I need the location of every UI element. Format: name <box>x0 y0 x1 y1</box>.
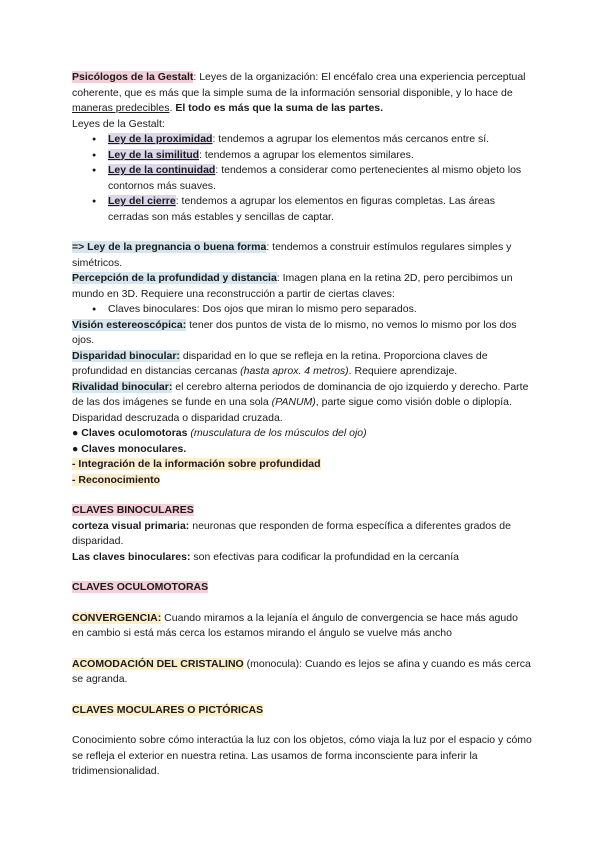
corteza-title: corteza visual primaria: <box>72 519 190 532</box>
law-item <box>108 132 532 148</box>
moculares-text: Conocimiento sobre cómo interactúa la luz con los objetos, cómo viaja la luz por el espacio y cómo se refleja el exterior en nuestra retina. Las usamos de forma inconsciente para inferir la tridimensionalidad. <box>72 734 532 777</box>
binoculares-heading: CLAVES BINOCULARES <box>72 504 194 516</box>
oculomotoras-heading-row <box>72 580 532 596</box>
pregnancia-text: : tendemos a construir estímulos regulares simples y simétricos. <box>72 241 512 269</box>
claves-binoculares-title: Las claves binoculares: <box>72 550 191 563</box>
law-name: Ley del cierre <box>108 195 176 207</box>
profundidad-text: : Imagen plana en la retina 2D, pero percibimos un mundo en 3D. Requiere una reconstrucción a partir de ciertas claves: <box>72 272 513 300</box>
disparidad-paragraph <box>72 349 532 380</box>
gestalt-intro-2: . <box>169 102 176 114</box>
claves-item-4: - Reconocimiento <box>72 473 161 486</box>
rivalidad-text-2: , parte sigue como visión doble o diplopía. Disparidad descruzada o disparidad cruzada. <box>72 396 512 424</box>
binoculares-heading-row <box>72 503 532 519</box>
claves-oculomotoras-label: ● Claves oculomotoras <box>72 427 188 439</box>
claves-item-3-row <box>72 457 532 473</box>
law-name: Ley de la similitud <box>108 148 200 161</box>
document-page <box>72 70 532 780</box>
gestalt-title: Psicólogos de la Gestalt <box>72 71 194 83</box>
law-item <box>108 163 532 194</box>
law-text: : tendemos a considerar como pertenecientes al mismo objeto los contornos más suaves. <box>108 164 522 192</box>
gestalt-paragraph <box>72 70 532 117</box>
disparidad-text-1: disparidad en lo que se refleja en la retina. Proporciona claves de profundidad en distancias cercanas <box>72 349 488 377</box>
law-item <box>108 148 532 164</box>
rivalidad-text-1: el cerebro alterna periodos de dominancia de ojo izquierdo y derecho. Parte de las dos imágenes se funde en una sola <box>72 380 529 408</box>
law-text: : tendemos a agrupar los elementos más cercanos entre sí. <box>212 133 490 145</box>
profundidad-paragraph <box>72 271 532 302</box>
law-name: Ley de la continuidad <box>108 164 216 176</box>
disparidad-italic: (hasta aprox. 4 metros) <box>240 365 349 377</box>
gestalt-intro-bold: El todo es más que la suma de las partes. <box>175 102 384 114</box>
convergencia-title: CONVERGENCIA: <box>72 611 162 624</box>
gestalt-intro-1: : Leyes de la organización: El encéfalo crea una experiencia perceptual coherente, que es más que la simple suma de la información sensorial disponible, y lo hace de <box>72 71 526 99</box>
vision-text: tener dos puntos de vista de lo mismo, no vemos lo mismo por los dos ojos. <box>72 318 517 346</box>
pregnancia-title: => Ley de la pregnancia o buena forma <box>72 241 267 253</box>
oculomotoras-heading: CLAVES OCULOMOTORAS <box>72 581 209 593</box>
acomodacion-title: ACOMODACIÓN DEL CRISTALINO <box>72 657 244 670</box>
gestalt-laws-list <box>72 132 532 225</box>
rivalidad-paragraph <box>72 380 532 427</box>
law-text: : tendemos a agrupar los elementos similares. <box>199 148 414 161</box>
moculares-heading-row <box>72 703 532 719</box>
pregnancia-paragraph <box>72 240 532 271</box>
corteza-paragraph <box>72 519 532 550</box>
profundidad-list <box>72 302 532 318</box>
profundidad-title: Percepción de la profundidad y distancia <box>72 272 277 284</box>
claves-binoculares-text: son efectivas para codificar la profundidad en la cercanía <box>190 550 459 563</box>
claves-item-3: - Integración de la información sobre profundidad <box>72 458 321 470</box>
gestalt-leyes-label: Leyes de la Gestalt: <box>72 117 165 130</box>
acomodacion-paragraph <box>72 657 532 688</box>
claves-item-1 <box>72 426 532 442</box>
claves-item-4-row <box>72 473 532 489</box>
convergencia-paragraph <box>72 611 532 642</box>
vision-title: Visión estereoscópica: <box>72 318 187 331</box>
disparidad-text-2: . Requiere aprendizaje. <box>348 365 458 377</box>
moculares-heading: CLAVES MOCULARES O PICTÓRICAS <box>72 703 264 716</box>
claves-binoculares-paragraph <box>72 550 532 566</box>
convergencia-text: Cuando miramos a la lejanía el ángulo de convergencia se hace más agudo en cambio si está más cerca los estamos mirando el ángulo se vuelve más ancho <box>72 611 518 639</box>
corteza-text: neuronas que responden de forma específica a diferentes grados de disparidad. <box>72 519 511 547</box>
rivalidad-italic: (PANUM) <box>271 396 316 408</box>
law-name: Ley de la proximidad <box>108 133 213 145</box>
profundidad-bullet: ● Claves binoculares: Dos ojos que miran lo mismo pero separados. <box>108 302 532 318</box>
vision-paragraph <box>72 318 532 349</box>
gestalt-intro-link: maneras predecibles <box>72 102 170 114</box>
law-item <box>108 194 532 225</box>
law-text: : tendemos a agrupar los elementos en figuras completas. Las áreas cerradas son más estables y sencillas de captar. <box>108 195 495 223</box>
claves-item-2: ● Claves monoculares. <box>72 442 187 455</box>
disparidad-title: Disparidad binocular: <box>72 349 180 362</box>
rivalidad-title: Rivalidad binocular: <box>72 380 173 393</box>
acomodacion-text: (monocula): Cuando es lejos se afina y cuando es más cerca se agranda. <box>72 657 531 685</box>
claves-oculomotoras-note: (musculatura de los músculos del ojo) <box>187 427 367 439</box>
